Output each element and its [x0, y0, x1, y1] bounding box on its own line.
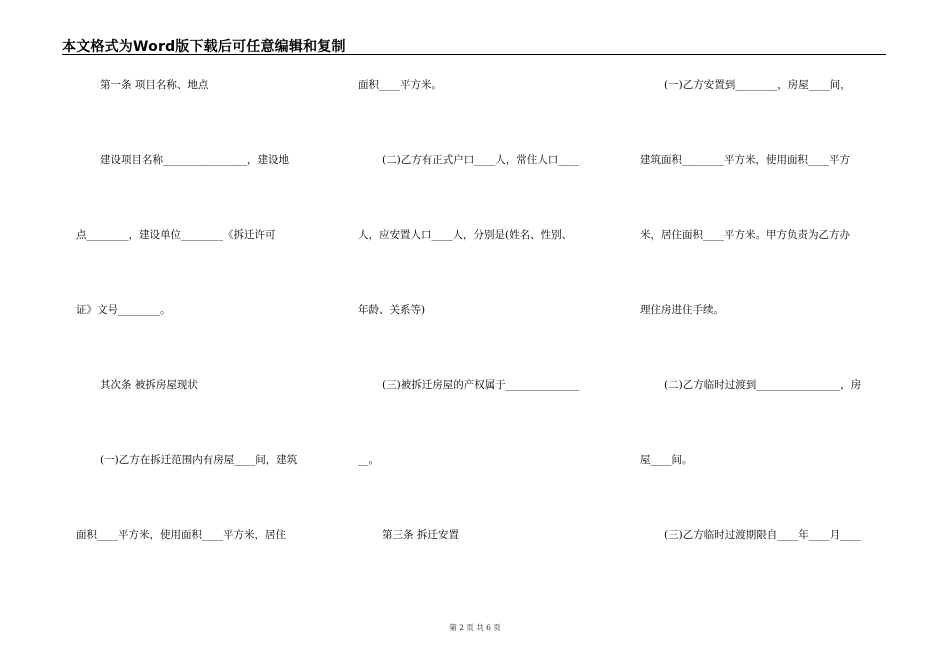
text-line: (二)乙方有正式户口____人，常住人口____ — [382, 154, 580, 166]
text-line: 年龄、关系等) — [358, 304, 426, 316]
header-rule — [62, 54, 886, 55]
text-line: 面积____平方米，使用面积____平方米，居住 — [76, 529, 286, 541]
text-line: 建筑面积________平方米，使用面积____平方 — [640, 154, 850, 166]
text-line: 第三条 拆迁安置 — [382, 529, 459, 541]
text-line: 屋____间。 — [640, 454, 693, 466]
text-line: 证》文号________。 — [76, 304, 171, 316]
text-line: 点________，建设单位________《拆迁许可 — [76, 229, 276, 241]
text-line: (三)被拆迁房屋的产权属于______________ — [382, 379, 580, 391]
text-line: (三)乙方临时过渡期限自____年____月____ — [664, 529, 862, 541]
text-line: (二)乙方临时过渡到________________，房 — [664, 379, 862, 391]
text-line: (一)乙方在拆迁范围内有房屋____间，建筑 — [100, 454, 298, 466]
text-line: 第一条 项目名称、地点 — [100, 79, 209, 91]
text-line: 面积____平方米。 — [358, 79, 442, 91]
page-number-footer: 第 2 页 共 6 页 — [449, 623, 501, 632]
document-header-title: 本文格式为Word版下载后可任意编辑和复制 — [62, 39, 346, 55]
text-line: 理住房进住手续。 — [640, 304, 724, 316]
text-line: 建设项目名称________________，建设地 — [100, 154, 289, 166]
text-line: 人，应安置人口____人，分别是(姓名、性别、 — [358, 229, 573, 241]
text-line: __。 — [358, 454, 379, 466]
text-line: (一)乙方安置到________，房屋____间， — [664, 79, 851, 91]
text-line: 其次条 被拆房屋现状 — [100, 379, 198, 391]
text-line: 米，居住面积____平方米。甲方负责为乙方办 — [640, 229, 850, 241]
